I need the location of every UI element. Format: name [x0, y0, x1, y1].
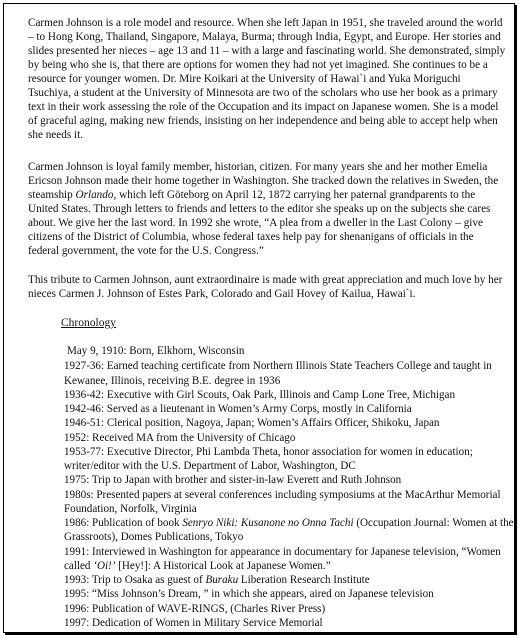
- italic-text: Senryo Niki: Kusanone no Onna Tachi: [182, 517, 354, 529]
- chronology-entry: [64, 573, 514, 587]
- text-run: 1980s: Presented papers at several conferences including symposiums at the MacArthur Memorial Foundation, Norfolk, Virginia: [64, 488, 501, 515]
- text-run: 1942-46: Served as a lieutenant in Women’s Army Corps, mostly in California: [64, 403, 412, 415]
- tribute-paragraph: [28, 273, 506, 301]
- text-run: 1995: “Miss Johnson’s Dream, ” in which she appears, aired on Japanese television: [64, 588, 434, 601]
- chronology-entry: [64, 587, 514, 601]
- text-run: 1946-51: Clerical position, Nagoya, Japan; Women’s Affairs Officer, Shikoku, Japan: [64, 417, 440, 430]
- chronology-entry: [64, 616, 514, 630]
- text-run: May 9, 1910: Born, Elkhorn, Wisconsin: [67, 345, 245, 357]
- text-run: 1986: Publication of book: [64, 517, 183, 529]
- text-run: 1953-77: Executive Director, Phi Lambda Theta, honor association for women in education; writer/editor with the U.S. Department of Labor, Washington, DC: [64, 445, 473, 472]
- text-run: 1927-36: Earned teaching certificate from Northern Illinois State Teachers College and taught in Kewanee, Illinois, receiving B.E. degree in 1936: [64, 360, 492, 387]
- text-run: Carmen Johnson is loyal family member, historian, citizen. For many years she and her mother Emelia Ericson Johnson made their home together in Washington. She tracked down the relatives in Sweden, the steamship: [28, 161, 499, 201]
- chronology-entry: [64, 602, 514, 616]
- chronology-entry: [64, 402, 514, 416]
- chronology-entry: [64, 344, 514, 358]
- chronology-entry: [64, 388, 514, 402]
- intro-paragraph: [28, 16, 506, 142]
- text-run: 1952: Received MA from the University of Chicago: [64, 431, 296, 444]
- document-page: [3, 3, 515, 633]
- chronology-list: [64, 344, 514, 630]
- italic-text: Orlando: [75, 189, 114, 201]
- text-run: Liberation Research Institute: [238, 574, 370, 586]
- text-run: , which left Göteborg on April 12, 1872 carrying her paternal grandparents to the United States. Through letters to friends and letters to the editor she speaks up on the subjects she cares about. We give her the last word. In 1992 she wrote, “A plea from a dweller in the Last Colony – give citizens of the District of Columbia, whose federal taxes help pay for shenanigans of officials in the federal government, the vote for the U.S. Congress.”: [28, 189, 491, 257]
- italic-text: ‘Oi!’: [93, 559, 116, 572]
- chronology-entry: [64, 359, 514, 388]
- chronology-entry: [64, 431, 514, 445]
- family-paragraph: [28, 160, 506, 258]
- text-run: 1997: Dedication of Women in Military Service Memorial: [64, 616, 323, 629]
- italic-text: Buraku: [205, 574, 239, 586]
- text-run: (Occupation Journal: Women at the Grassroots), Domes Publications, Tokyo: [64, 517, 514, 544]
- text-run: 1996: Publication of WAVE-RINGS, (Charles River Press): [64, 602, 326, 615]
- chronology-entry: [64, 416, 514, 430]
- text-run: 1936-42: Executive with Girl Scouts, Oak Park, Illinois and Camp Lone Tree, Michigan: [64, 388, 456, 401]
- text-run: This tribute to Carmen Johnson, aunt extraordinaire is made with great appreciation and much love by her nieces Carmen J. Johnson of Estes Park, Colorado and Gail Hovey of Kailua, Hawai`i.: [28, 274, 503, 300]
- chronology-entry: [64, 516, 514, 545]
- chronology-entry: [64, 545, 514, 574]
- text-run: 1991: Interviewed in Washington for appearance in documentary for Japanese television, “Women called: [64, 545, 501, 572]
- text-run: [Hey!]: A Historical Look at Japanese Women.”: [115, 559, 331, 572]
- text-run: Carmen Johnson is a role model and resource. When she left Japan in 1951, she traveled around the world – to Hong Kong, Thailand, Singapore, Malaya, Burma; through India, Egypt, and Europe. Her stories and slides presented her nieces – age 13 and 11 – with a large and fascinating world. She demonstrated, simply by being who she is, that there are options for women they had not yet imagined. She continues to be a resource for younger women. Dr. Mire Koikari at the University of Hawai`i and Yuka Moriguchi Tsuchiya, a student at the University of Minnesota are two of the scholars who use her book as a primary text in their work assessing the role of the Occupation and its impact on Japanese women. She is a model of graceful aging, making new friends, insisting on her independence and being able to accept help when she needs it.: [28, 17, 506, 141]
- chronology-heading: Chronology: [61, 317, 116, 329]
- text-run: 1975: Trip to Japan with brother and sister-in-law Everett and Ruth Johnson: [64, 474, 402, 487]
- chronology-entry: [64, 473, 514, 487]
- chronology-entry: [64, 488, 514, 517]
- chronology-entry: [64, 445, 514, 474]
- text-run: 1993: Trip to Osaka as guest of: [64, 574, 206, 586]
